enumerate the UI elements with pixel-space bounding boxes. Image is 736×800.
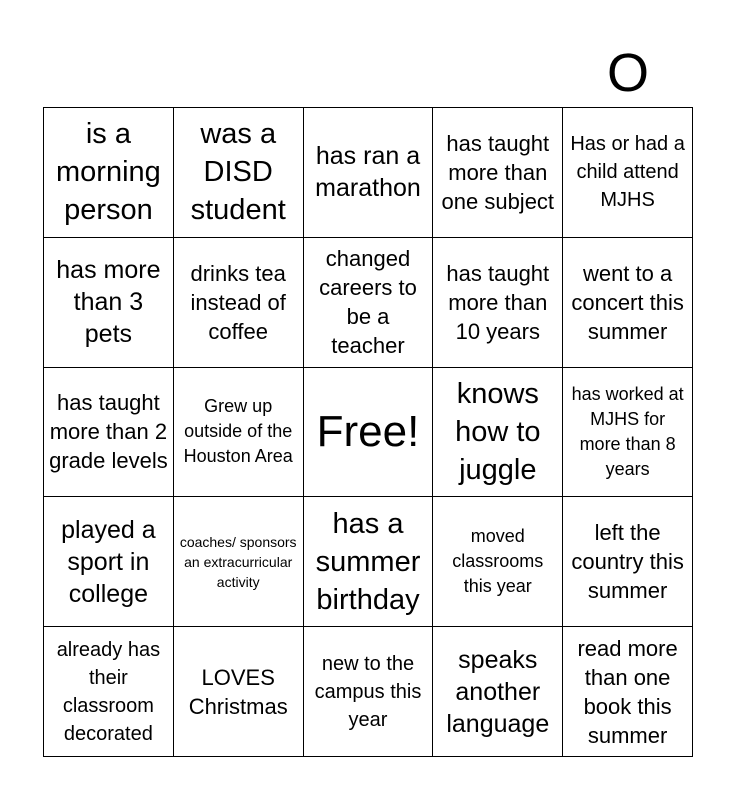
free-space-text: Free! — [316, 406, 420, 456]
bingo-cell — [563, 108, 693, 238]
bingo-cell — [563, 627, 693, 757]
cell-text: has more than 3 pets — [56, 256, 161, 349]
cell-text: has a summer birthday — [315, 507, 421, 616]
cell-text: went to a concert this summer — [571, 260, 684, 344]
bingo-cell — [304, 238, 434, 368]
cell-text: moved classrooms this year — [452, 526, 544, 597]
bingo-cell — [174, 238, 304, 368]
bingo-cell — [433, 108, 563, 238]
bingo-cell — [433, 497, 563, 627]
bingo-cell — [433, 238, 563, 368]
bingo-cell — [44, 238, 174, 368]
bingo-cell — [304, 627, 434, 757]
bingo-cell — [433, 627, 563, 757]
cell-text: played a sport in college — [61, 515, 156, 608]
cell-text: has worked at MJHS for more than 8 years — [571, 383, 684, 479]
header-letter-o: O — [606, 43, 649, 103]
bingo-cell — [563, 497, 693, 627]
cell-text: drinks tea instead of coffee — [190, 260, 286, 344]
cell-text: coaches/ sponsors an extracurricular activity — [179, 533, 297, 590]
bingo-cell — [44, 497, 174, 627]
free-space-cell — [304, 368, 434, 498]
bingo-cell — [174, 108, 304, 238]
bingo-cell — [563, 368, 693, 498]
cell-text: LOVES Christmas — [188, 664, 288, 719]
cell-text: has taught more than one subject — [441, 130, 555, 214]
bingo-board — [43, 107, 693, 757]
bingo-header — [43, 40, 693, 106]
cell-text: was a DISD student — [190, 118, 286, 227]
cell-text: has taught more than 2 grade levels — [49, 390, 168, 474]
bingo-cell — [304, 497, 434, 627]
bingo-cell — [44, 368, 174, 498]
cell-text: speaks another language — [446, 645, 550, 738]
bingo-cell — [433, 368, 563, 498]
cell-text: read more than one book this summer — [577, 635, 678, 748]
bingo-cell — [174, 368, 304, 498]
cell-text: already has their classroom decorated — [56, 638, 161, 745]
cell-text: is a morning person — [56, 118, 161, 227]
cell-text: knows how to juggle — [455, 377, 541, 486]
cell-text: Has or had a child attend MJHS — [570, 133, 685, 212]
bingo-cell — [174, 627, 304, 757]
bingo-cell — [44, 108, 174, 238]
cell-text: new to the campus this year — [314, 652, 422, 731]
bingo-cell — [174, 497, 304, 627]
cell-text: has taught more than 10 years — [446, 260, 550, 344]
bingo-cell — [304, 108, 434, 238]
cell-text: changed careers to be a teacher — [319, 246, 417, 359]
bingo-cell — [563, 238, 693, 368]
cell-text: Grew up outside of the Houston Area — [183, 396, 293, 467]
bingo-cell — [44, 627, 174, 757]
cell-text: has ran a marathon — [315, 142, 421, 203]
cell-text: left the country this summer — [571, 520, 684, 604]
